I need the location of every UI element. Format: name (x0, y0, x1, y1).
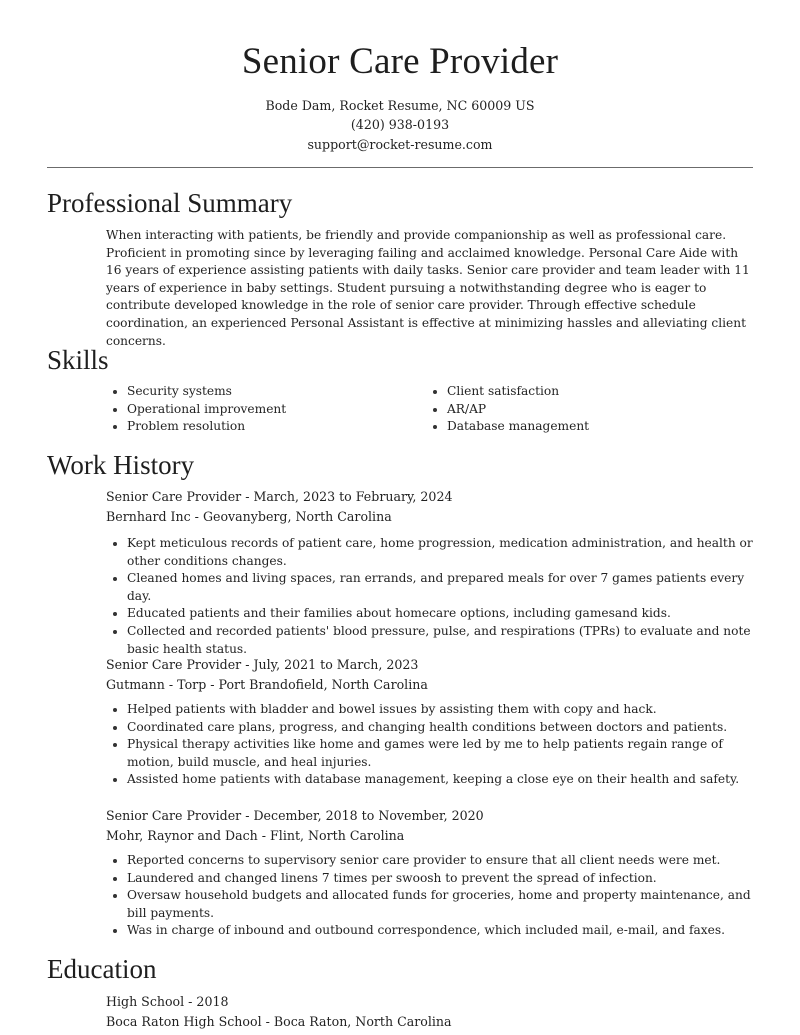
email: support@rocket-resume.com (307, 136, 493, 152)
job-bullet: Oversaw household budgets and allocated funds for groceries, home and property maintenance, and bill payments. (106, 887, 756, 922)
job-bullet: Physical therapy activities like home and games were led by me to help patients regain range of motion, build muscle, and heal injuries. (106, 736, 756, 771)
header-divider (47, 167, 753, 168)
job-entry (106, 487, 756, 658)
section-title-skills: Skills (47, 345, 109, 375)
address: Bode Dam, Rocket Resume, NC 60009 US (265, 98, 535, 113)
skill-item: Database management (426, 418, 746, 436)
skill-item: Problem resolution (106, 418, 426, 436)
skill-item: Security systems (106, 383, 426, 401)
education-school-location: Boca Raton High School - Boca Raton, North Carolina (106, 1014, 452, 1029)
job-bullet: Cleaned homes and living spaces, ran errands, and prepared meals for over 7 games patients every day. (106, 570, 756, 605)
job-bullet: Kept meticulous records of patient care, home progression, medication administration, and health or other conditions changes. (106, 535, 756, 570)
job-bullets (106, 535, 756, 658)
job-bullet: Laundered and changed linens 7 times per swoosh to prevent the spread of infection. (106, 870, 756, 888)
job-bullet: Was in charge of inbound and outbound correspondence, which included mail, e-mail, and faxes. (106, 922, 756, 940)
job-title-dates: Senior Care Provider - December, 2018 to November, 2020 (106, 808, 484, 823)
job-title-dates: Senior Care Provider - March, 2023 to February, 2024 (106, 489, 453, 504)
summary-text: When interacting with patients, be friendly and provide companionship as well as professional care. Proficient in promoting since by leveraging failing and acclaimed knowledge. Personal Care Aide with 16 years of experience assisting patients with daily tasks. Senior care provider and team leader with 11 years of experience in baby settings. Student pursuing a notwithstanding degree who is eager to contribute developed knowledge in the role of senior care provider. Through effective schedule coordination, an experienced Personal Assistant is effective at minimizing hassles and alleviating client concerns. (106, 228, 750, 348)
job-bullet: Collected and recorded patients' blood pressure, pulse, and respirations (TPRs) to evaluate and note basic health status. (106, 623, 756, 658)
phone: (420) 938-0193 (350, 117, 450, 133)
resume-header (0, 40, 800, 154)
skill-item: AR/AP (426, 401, 746, 419)
section-title-education: Education (47, 954, 157, 984)
skills-column-left (106, 383, 426, 436)
skill-item: Operational improvement (106, 401, 426, 419)
job-company-location: Bernhard Inc - Geovanyberg, North Carolina (106, 508, 392, 524)
job-bullet: Educated patients and their families about homecare options, including gamesand kids. (106, 605, 756, 623)
contact-info (0, 96, 800, 154)
section-title-work-history: Work History (47, 450, 195, 480)
job-entry (106, 806, 756, 940)
job-bullets (106, 701, 756, 789)
job-title-dates: Senior Care Provider - July, 2021 to March, 2023 (106, 657, 419, 672)
job-bullet: Reported concerns to supervisory senior care provider to ensure that all client needs were met. (106, 852, 756, 870)
section-title-summary: Professional Summary (47, 188, 293, 218)
job-company-location: Mohr, Raynor and Dach - Flint, North Carolina (106, 827, 405, 843)
job-bullet: Coordinated care plans, progress, and changing health conditions between doctors and patients. (106, 719, 756, 737)
job-bullet: Helped patients with bladder and bowel issues by assisting them with copy and hack. (106, 701, 756, 719)
education-degree-year: High School - 2018 (106, 994, 229, 1009)
education-entry (106, 992, 756, 1032)
job-bullet: Assisted home patients with database management, keeping a close eye on their health and safety. (106, 771, 756, 789)
job-company-location: Gutmann - Torp - Port Brandofield, North Carolina (106, 676, 428, 692)
job-entry (106, 655, 756, 789)
candidate-name: Senior Care Provider (241, 41, 559, 82)
skills-column-right (426, 383, 746, 436)
skill-item: Client satisfaction (426, 383, 746, 401)
skills-list (106, 383, 756, 436)
job-bullets (106, 852, 756, 940)
